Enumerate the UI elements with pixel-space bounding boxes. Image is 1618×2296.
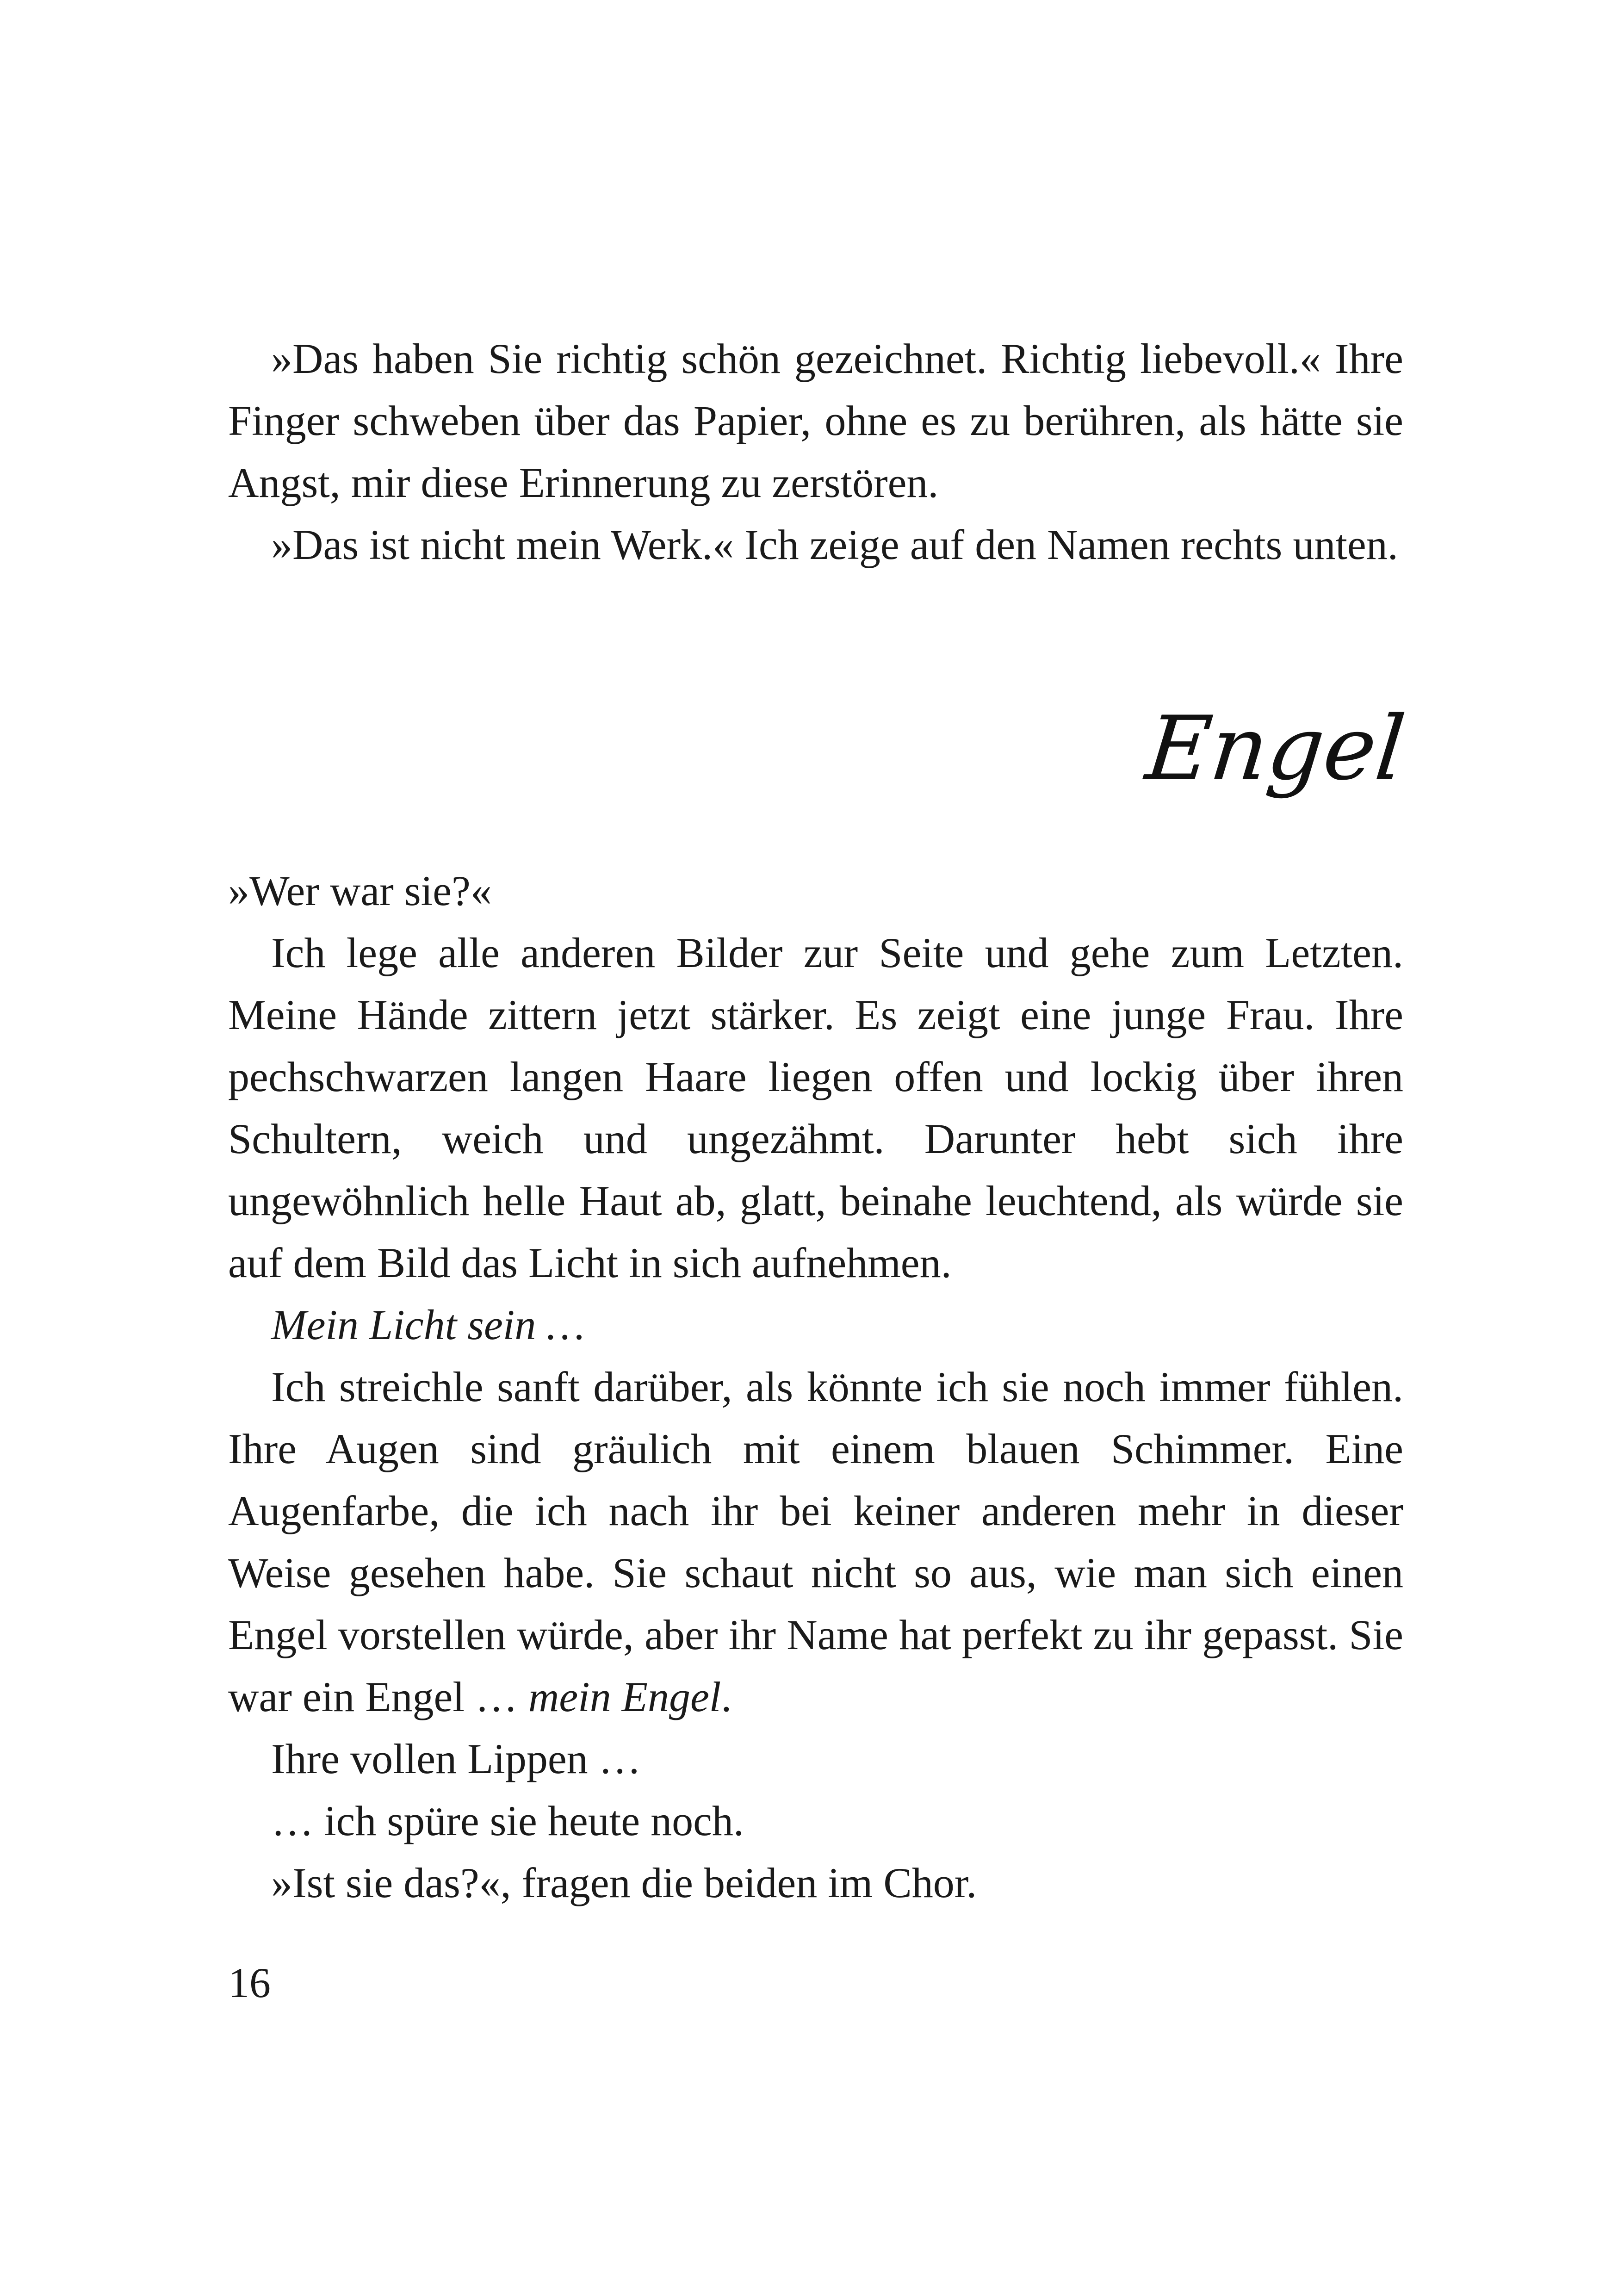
italic-thought: Mein Licht sein …	[271, 1301, 585, 1348]
paragraph: »Ist sie das?«, fragen die beiden im Chor.	[271, 1859, 977, 1906]
paragraph-italic	[228, 1294, 1403, 1356]
signature-engel: Engel	[1141, 697, 1410, 800]
paragraph: »Wer war sie?«	[228, 867, 492, 914]
text-block-top	[228, 328, 1403, 576]
paragraph: »Das ist nicht mein Werk.« Ich zeige auf den Namen rechts unten.	[271, 521, 1398, 568]
paragraph-end: .	[721, 1673, 732, 1720]
paragraph: Ich lege alle anderen Bilder zur Seite und gehe zum Letzten. Meine Hände zittern jetzt stärker. Es zeigt eine junge Frau. Ihre pechschwarzen langen Haare liegen offen und lockig über ihren Schultern, weich und ungezähmt. Darunter hebt sich ihre ungewöhnlich helle Haut ab, glatt, beinahe leuchtend, als würde sie auf dem Bild das Licht in sich aufnehmen.	[228, 929, 1403, 1286]
paragraph: »Das haben Sie richtig schön gezeichnet. Richtig liebevoll.« Ihre Finger schweben über das Papier, ohne es zu berühren, als hätte sie Angst, mir diese Erinnerung zu zerstören.	[228, 335, 1403, 506]
emphasis-text: mein Engel	[528, 1673, 721, 1720]
page-number: 16	[228, 1959, 271, 2006]
text-block-bottom	[228, 860, 1403, 1914]
paragraph	[228, 1356, 1403, 1728]
paragraph-text: Ich streichle sanft darüber, als könnte ich sie noch immer fühlen. Ihre Augen sind gräulich mit einem blauen Schimmer. Eine Augenfarbe, die ich nach ihr bei keiner anderen mehr in dieser Weise gesehen habe. Sie schaut nicht so aus, wie man sich einen Engel vorstellen würde, aber ihr Name hat perfekt zu ihr gepasst. Sie war ein Engel …	[228, 1363, 1403, 1720]
paragraph: … ich spüre sie heute noch.	[271, 1797, 744, 1844]
paragraph: Ihre vollen Lippen …	[271, 1735, 641, 1782]
